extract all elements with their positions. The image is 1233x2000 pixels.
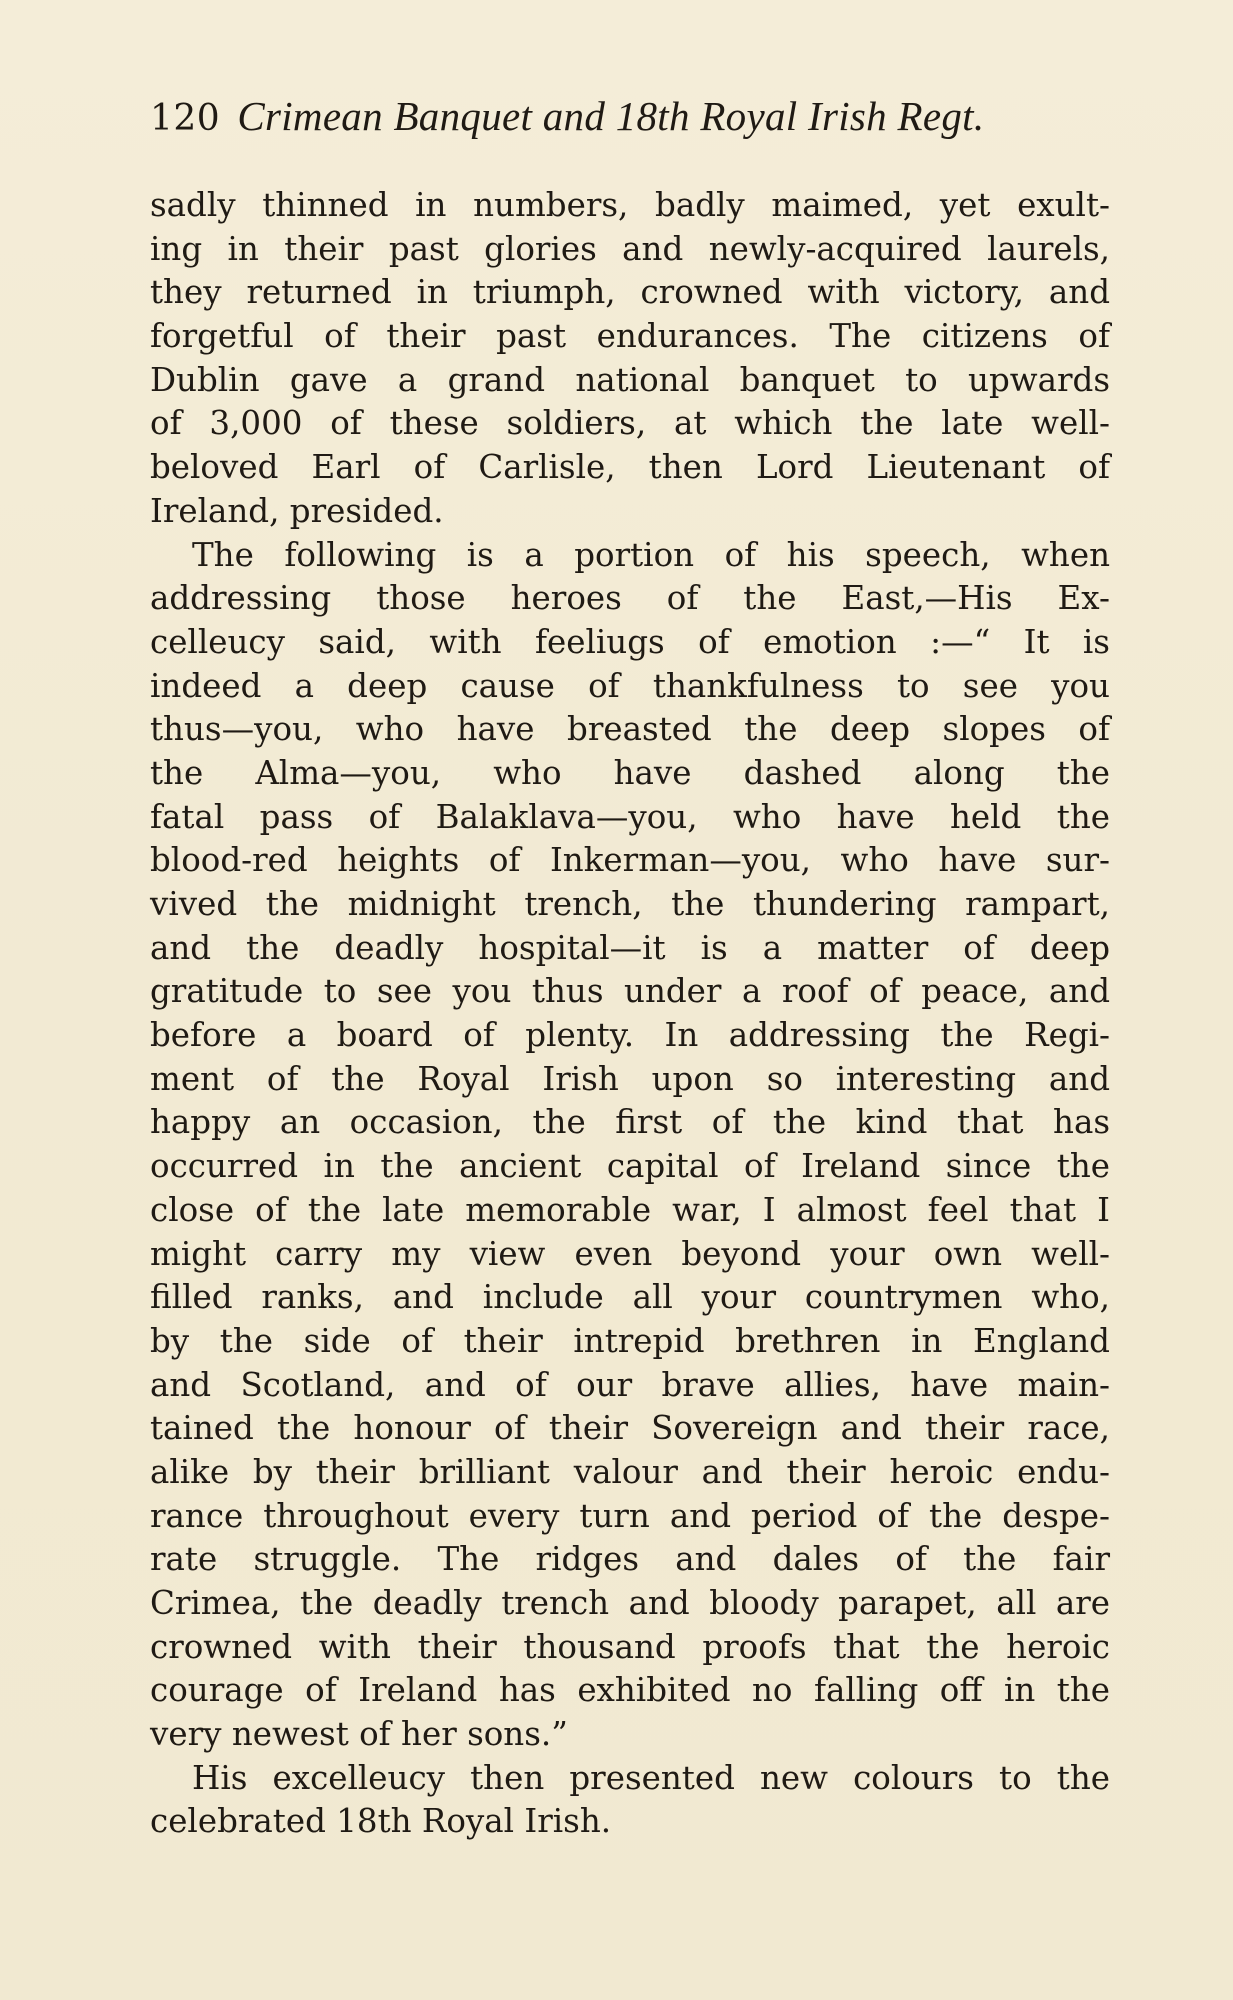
text-line: before a board of plenty. In addressing the Regi- (150, 1016, 1110, 1055)
text-line: fatal pass of Balaklava—you, who have held the (150, 797, 1110, 836)
text-line: they returned in triumph, crowned with victory, and (150, 273, 1110, 312)
text-line: sadly thinned in numbers, badly maimed, yet exult- (150, 186, 1110, 224)
text-line: alike by their brilliant valour and their heroic endu- (150, 1452, 1110, 1491)
text-line: celebrated 18th Royal Irish. (150, 1802, 612, 1841)
text-line: might carry my view even beyond your own well- (150, 1234, 1110, 1273)
text-line: Ireland, presided. (150, 491, 444, 530)
text-line: ment of the Royal Irish upon so interesting and (150, 1059, 1110, 1098)
text-line: beloved Earl of Carlisle, then Lord Lieutenant of (150, 448, 1110, 487)
text-line: Dublin gave a grand national banquet to upwards (150, 360, 1110, 399)
text-line: gratitude to see you thus under a roof of peace, and (150, 972, 1110, 1011)
text-line: occurred in the ancient capital of Ireland since the (150, 1147, 1110, 1186)
text-line: celleucy said, with feeliugs of emotion :—“ It is (150, 622, 1110, 661)
text-line: forgetful of their past endurances. The citizens of (150, 317, 1110, 356)
page-number: 120 (150, 98, 221, 139)
text-line: close of the late memorable war, I almost feel that I (150, 1190, 1110, 1229)
text-line: filled ranks, and include all your countrymen who, (150, 1278, 1110, 1317)
text-line: ing in their past glories and newly-acquired laurels, (150, 229, 1110, 268)
text-line: of 3,000 of these soldiers, at which the late well- (150, 404, 1110, 443)
text-line: His excelleucy then presented new colours to the (192, 1758, 1110, 1797)
text-line: vived the midnight trench, the thundering rampart, (150, 885, 1110, 923)
text-line: the Alma—you, who have dashed along the (150, 753, 1110, 792)
body-text (150, 184, 1110, 1844)
text-line: and Scotland, and of our brave allies, have main- (150, 1365, 1110, 1404)
text-line: crowned with their thousand proofs that the heroic (150, 1627, 1110, 1666)
running-title: Crimean Banquet and 18th Royal Irish Regt. (237, 93, 985, 139)
page-header (150, 92, 1110, 142)
text-line: courage of Ireland has exhibited no falling off in the (150, 1671, 1110, 1710)
text-line: rance throughout every turn and period of the despe- (150, 1496, 1110, 1535)
text-line: by the side of their intrepid brethren in England (150, 1321, 1110, 1360)
text-line: happy an occasion, the first of the kind that has (150, 1103, 1110, 1142)
text-line: Crimea, the deadly trench and bloody parapet, all are (150, 1584, 1110, 1622)
text-line: blood-red heights of Inkerman—you, who have sur- (150, 841, 1110, 880)
text-line: and the deadly hospital—it is a matter of deep (150, 928, 1110, 967)
text-line: The following is a portion of his speech, when (192, 535, 1110, 574)
text-line: very newest of her sons.” (150, 1715, 568, 1754)
text-line: tained the honour of their Sovereign and their race, (150, 1409, 1110, 1448)
text-line: indeed a deep cause of thankfulness to see you (150, 666, 1110, 705)
text-line: rate struggle. The ridges and dales of the fair (150, 1540, 1110, 1579)
text-line: addressing those heroes of the East,—His Ex- (150, 579, 1110, 618)
text-line: thus—you, who have breasted the deep slopes of (150, 710, 1110, 749)
